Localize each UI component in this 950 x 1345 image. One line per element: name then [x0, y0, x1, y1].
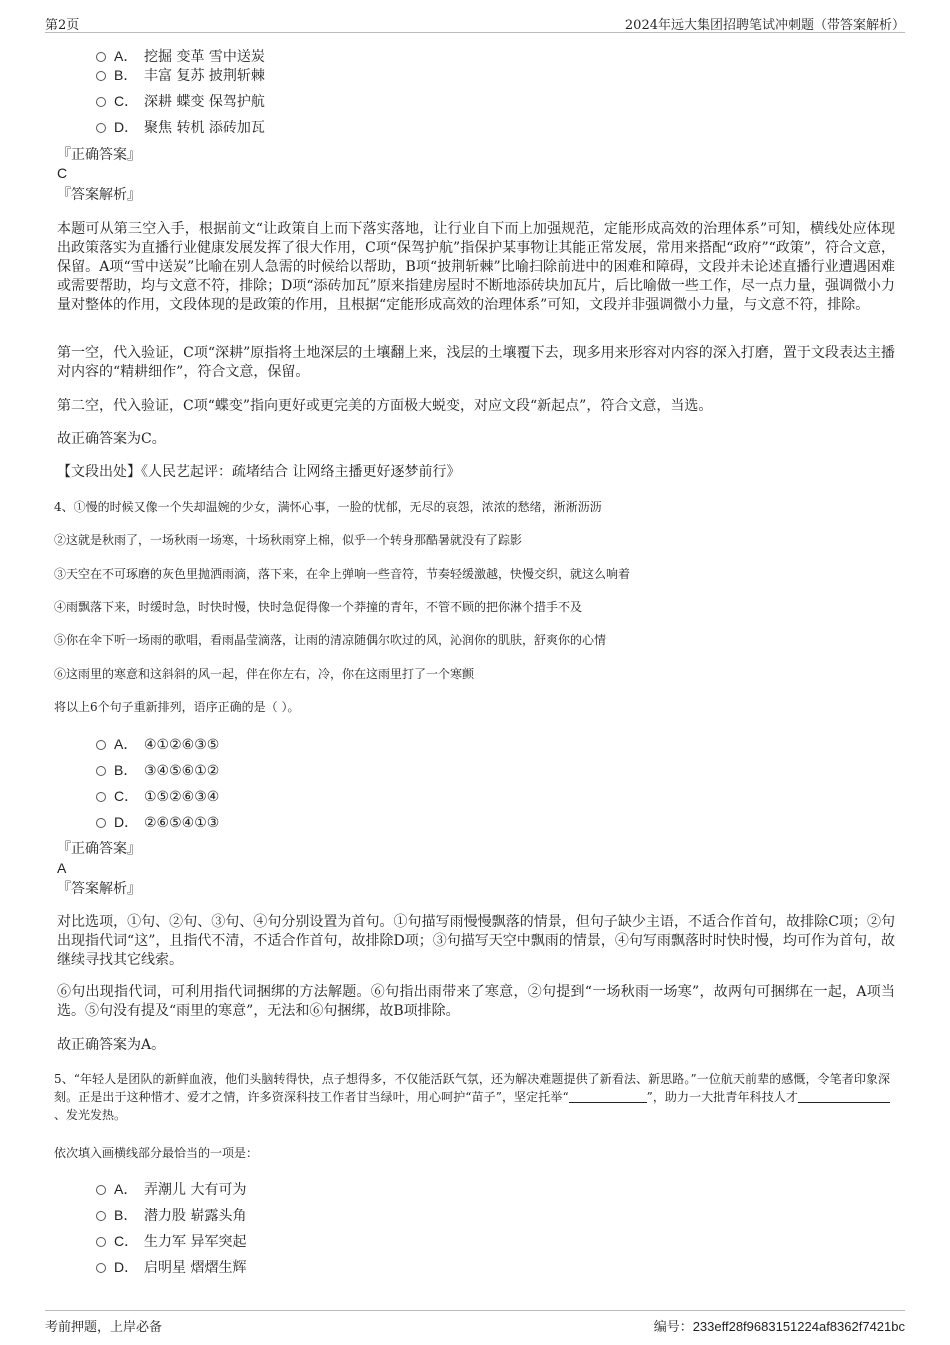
q4-sentence: ③天空在不可琢磨的灰色里抛洒雨滴，落下来，在伞上弹响一些音符，节奏轻缓激越，快慢交织，就这么响着 [54, 567, 631, 581]
radio-icon[interactable] [96, 1211, 106, 1221]
document-id: 编号：233eff28f9683151224af8362f7421bc [653, 1319, 905, 1334]
document-title: 2024年远大集团招聘笔试冲刺题（带答案解析） [624, 18, 905, 33]
q3-option-a[interactable]: A． 挖掘 变革 雪中送炭 [96, 47, 265, 65]
q3-answer: C [57, 165, 68, 181]
q5-blank-1 [569, 1090, 647, 1103]
radio-icon[interactable] [96, 97, 106, 107]
q4-sentence: ④雨飘落下来，时缓时急，时快时慢，快时急促得像一个莽撞的青年，不管不顾的把你淋个措手不及 [54, 600, 583, 614]
q4-sentence: ②这就是秋雨了，一场秋雨一场寒，十场秋雨穿上棉，似乎一个转身那酷暑就没有了踪影 [54, 533, 523, 547]
q4-analysis-paragraph: ⑥句出现指代词，可利用指代词捆绑的方法解题。⑥句指出雨带来了寒意，②句提到“一场秋雨一场寒”，故两句可捆绑在一起，A项当选。⑤句没有提及“雨里的寒意”，无法和⑥句捆绑，故B项排除。 [57, 984, 895, 1019]
q4-prompt: 将以上6个句子重新排列，语序正确的是（ ）。 [54, 700, 300, 714]
q4-conclusion: 故正确答案为A。 [57, 1037, 166, 1053]
q4-option-a[interactable]: A． ④①②⑥③⑤ [96, 735, 219, 753]
q4-analysis-label: 『答案解析』 [57, 881, 141, 897]
q3-option-d[interactable]: D． 聚焦 转机 添砖加瓦 [96, 118, 265, 136]
radio-icon[interactable] [96, 1237, 106, 1247]
page-footer [45, 1310, 905, 1335]
q4-answer: A [57, 860, 67, 876]
radio-icon[interactable] [96, 766, 106, 776]
q5-option-b[interactable]: B． 潜力股 崭露头角 [96, 1206, 246, 1224]
radio-icon[interactable] [96, 818, 106, 828]
page-header [45, 12, 905, 33]
q5-prompt: 依次填入画横线部分最恰当的一项是： [54, 1146, 259, 1160]
page-number: 第2页 [45, 18, 80, 33]
radio-icon[interactable] [96, 71, 106, 81]
q4-sentence: ⑥这雨里的寒意和这斜斜的风一起，伴在你左右，冷，你在这雨里打了一个寒颤 [54, 667, 475, 681]
q3-option-c[interactable]: C． 深耕 蝶变 保驾护航 [96, 92, 265, 110]
radio-icon[interactable] [96, 792, 106, 802]
q3-analysis-paragraph: 本题可从第三空入手，根据前文“让政策自上而下落实落地，让行业自下而上加强规范，定能形成高效的治理体系”可知，横线处应体现出政策落实为直播行业健康发展发挥了很大作用，C项“保驾护航”指保护某事物让其能正常发展，常用来搭配“政府”“政策”，符合文意，保留。A项“雪中送炭”比喻在别人急需的时候给以帮助，B项“披荆斩棘”比喻扫除前进中的困难和障碍，文段并未论述直播行业遭遇困难或需要帮助，均与文意不符，排除；D项“添砖加瓦”原来指建房屋时不断地添砖块加瓦片，后比喻做一些工作，尽一点力量，强调微小力量对整体的作用，文段体现的是政策的作用，且根据“定能形成高效的治理体系”可知，文段并非强调微小力量，与文意不符，排除。 [57, 221, 895, 313]
q4-option-b[interactable]: B． ③④⑤⑥①② [96, 761, 219, 779]
q5-option-d[interactable]: D． 启明星 熠熠生辉 [96, 1258, 246, 1276]
q5-blank-2 [798, 1090, 890, 1103]
q3-option-b[interactable]: B． 丰富 复苏 披荆斩棘 [96, 66, 265, 84]
radio-icon[interactable] [96, 740, 106, 750]
q3-analysis-paragraph: 第二空，代入验证，C项“蝶变”指向更好或更完美的方面极大蜕变，对应文段“新起点”，符合文意，当选。 [57, 398, 713, 414]
radio-icon[interactable] [96, 52, 106, 62]
q5-option-a[interactable]: A． 弄潮儿 大有可为 [96, 1180, 246, 1198]
q3-answer-label: 『正确答案』 [57, 147, 141, 163]
q5-option-c[interactable]: C． 生力军 异军突起 [96, 1232, 246, 1250]
radio-icon[interactable] [96, 1263, 106, 1273]
q4-answer-label: 『正确答案』 [57, 841, 141, 857]
q4-sentence: 4、①慢的时候又像一个失却温婉的少女，满怀心事，一脸的忧郁，无尽的哀怨，浓浓的愁绪，淅淅沥沥 [54, 500, 602, 514]
footer-slogan: 考前押题，上岸必备 [45, 1320, 163, 1335]
radio-icon[interactable] [96, 1185, 106, 1195]
q3-conclusion: 故正确答案为C。 [57, 431, 166, 447]
q3-analysis-label: 『答案解析』 [57, 187, 141, 203]
q5-stem: 5、“年轻人是团队的新鲜血液，他们头脑转得快，点子想得多，不仅能活跃气氛，还为解决难题提供了新看法、新思路。”一位航天前辈的感慨，令笔者印象深刻。正是出于这种惜才、爱才之情，许多资深科技工作者甘当绿叶，用心呵护“苗子”，坚定托举“ ”，助力一大批青年科技人才、发光发热。 [54, 1072, 890, 1122]
q4-analysis-paragraph: 对比选项，①句、②句、③句、④句分别设置为首句。①句描写雨慢慢飘落的情景，但句子缺少主语，不适合作首句，故排除C项；②句出现指代词“这”，且指代不清，不适合作首句，故排除D项；③句描写天空中飘雨的情景，④句写雨飘落时时快时慢，均可作为首句，故继续寻找其它线索。 [57, 914, 895, 968]
q4-option-c[interactable]: C． ①⑤②⑥③④ [96, 787, 219, 805]
radio-icon[interactable] [96, 123, 106, 133]
q3-analysis-paragraph: 第一空，代入验证，C项“深耕”原指将土地深层的土壤翻上来，浅层的土壤覆下去，现多用来形容对内容的深入打磨，置于文段表达主播对内容的“精耕细作”，符合文意，保留。 [57, 345, 895, 380]
q4-option-d[interactable]: D． ②⑥⑤④①③ [96, 813, 219, 831]
q4-sentence: ⑤你在伞下听一场雨的歌唱，看雨晶莹滴落，让雨的清凉随偶尔吹过的风，沁润你的肌肤，舒爽你的心情 [54, 633, 607, 647]
q3-source: 【文段出处】《人民艺起评：疏堵结合 让网络主播更好逐梦前行》 [57, 464, 461, 480]
